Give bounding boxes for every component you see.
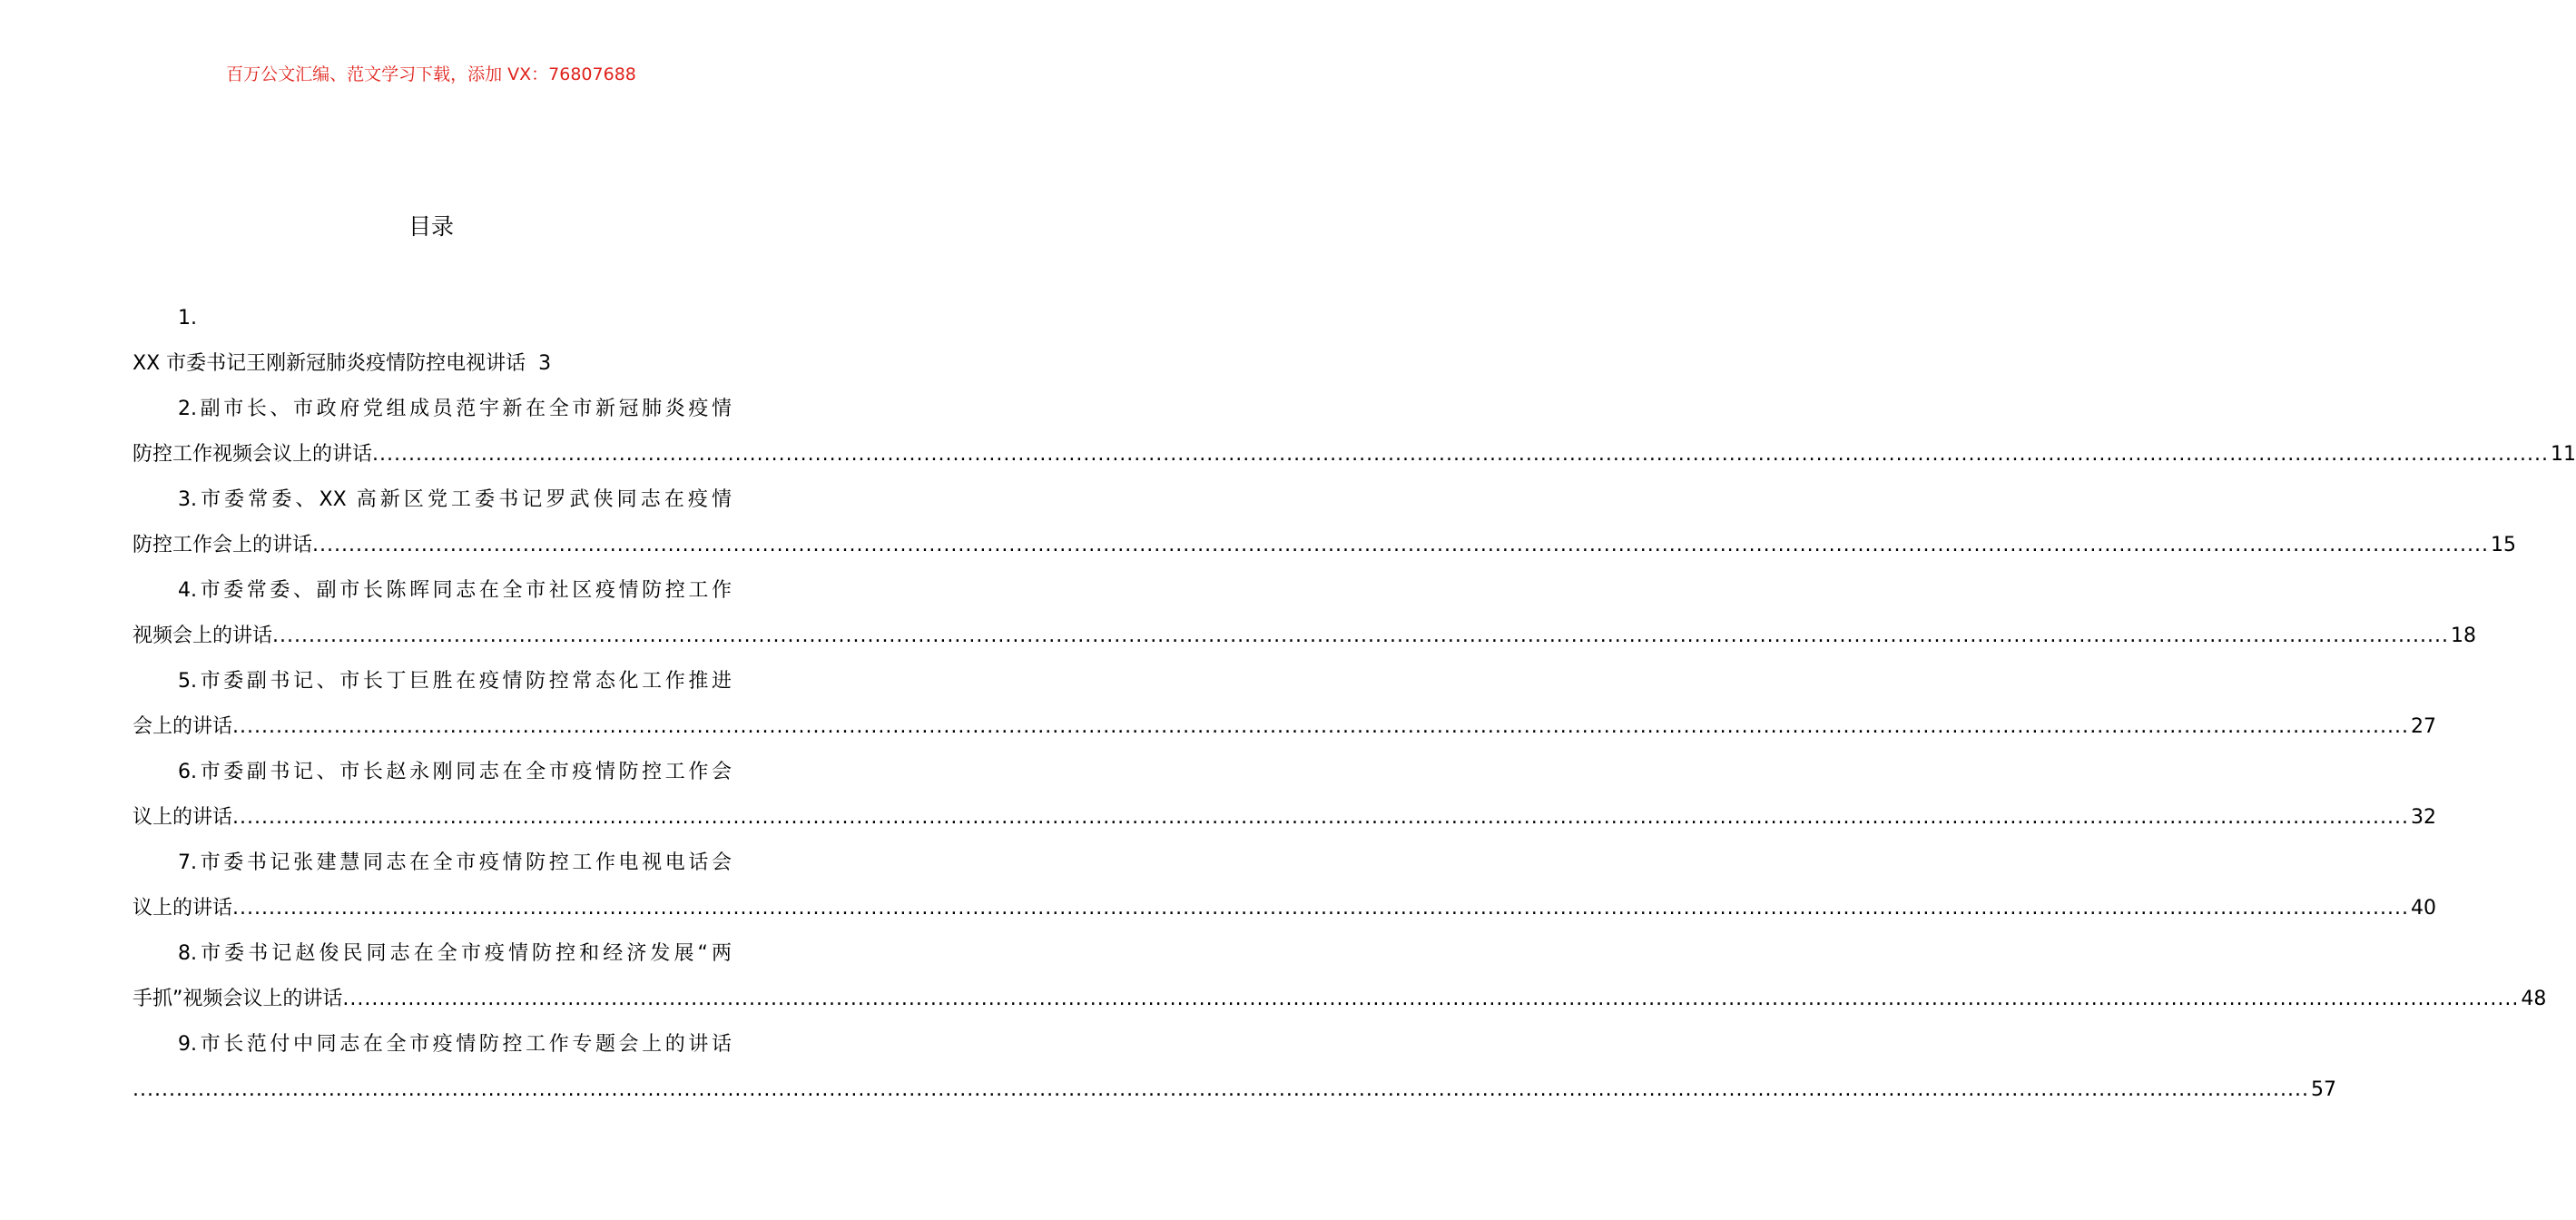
toc-entry-line [133,977,2547,1022]
toc-page-number: 3 [538,352,552,375]
toc-page-number: 48 [2521,988,2547,1010]
toc-entry-text: 4.市委常委、副市长陈晖同志在全市社区疫情防控工作 [178,579,732,602]
toc-entry-line [133,432,2576,477]
toc-entry-text: 议上的讲话 [133,806,233,829]
toc-page-number: 57 [2310,1078,2336,1101]
toc-entry-text: 7.市委书记张建慧同志在全市疫情防控工作电视电话会 [178,851,732,874]
toc-entry-line [133,341,732,387]
toc-page-number: 18 [2450,625,2476,647]
toc-entry-9[interactable] [133,1022,2336,1113]
toc-entry-8[interactable] [133,931,2547,1022]
toc-entry-text: 防控工作视频会议上的讲话 [133,443,373,466]
toc-entry-line [133,795,2436,841]
dot-leader: ............................................................................................................................................................................................................................................................................................................ [133,1078,2309,1101]
toc-entry-text: 手抓”视频会议上的讲话 [133,988,343,1010]
dot-leader: ............................................................................................................................................................................................................................................................................................................ [342,988,2520,1010]
toc-entry-text: 8.市委书记赵俊民同志在全市疫情防控和经济发展“两 [178,942,732,965]
toc-entry-text: 2.副市长、市政府党组成员范宇新在全市新冠肺炎疫情 [178,398,732,420]
toc-entry-line [133,704,2436,750]
toc-entry-text: 5.市委副书记、市长丁巨胜在疫情防控常态化工作推进 [178,670,732,693]
toc-entry-text: 9.市长范付中同志在全市疫情防控工作专题会上的讲话 [178,1033,732,1056]
header-banner: 百万公文汇编、范文学习下载，添加 VX：76807688 [226,64,636,84]
toc-entry-text: 3.市委常委、XX 高新区党工委书记罗武侠同志在疫情 [178,488,732,511]
toc-entry-5[interactable] [133,659,2436,750]
toc-page-number: 15 [2490,534,2516,556]
toc-entry-6[interactable] [133,750,2436,841]
dot-leader: ............................................................................................................................................................................................................................................................................................................ [272,625,2449,647]
toc-entry-4[interactable] [133,568,2476,659]
toc-entry-line [133,886,2436,931]
toc-entry-text: 会上的讲话 [133,715,233,738]
toc-entry-2[interactable] [133,387,2576,477]
toc-entry-text: XX 市委书记王刚新冠肺炎疫情防控电视讲话 [133,352,526,375]
dot-leader: ............................................................................................................................................................................................................................................................................................................ [312,534,2489,556]
toc-entry-text: 视频会上的讲话 [133,625,273,647]
toc-entry-line [133,1068,2336,1113]
toc-entry-text: 防控工作会上的讲话 [133,534,313,556]
table-of-contents [133,296,2576,1113]
toc-page-number: 40 [2410,897,2436,920]
dot-leader: ............................................................................................................................................................................................................................................................................................................ [232,806,2409,829]
toc-entry-line [133,614,2476,659]
toc-entry-text: 6.市委副书记、市长赵永刚同志在全市疫情防控工作会 [178,761,732,783]
toc-page-number: 27 [2410,715,2436,738]
toc-entry-line [133,523,2516,568]
toc-page-number: 32 [2410,806,2436,829]
dot-leader: ............................................................................................................................................................................................................................................................................................................ [372,443,2549,466]
toc-page-number: 11 [2550,443,2576,466]
toc-title: 目录 [408,213,454,240]
toc-entry-text: 议上的讲话 [133,897,233,920]
toc-entry-7[interactable] [133,841,2436,931]
toc-entry-text: 1. [178,307,197,330]
toc-entry-3[interactable] [133,477,2516,568]
dot-leader: ............................................................................................................................................................................................................................................................................................................ [232,715,2409,738]
dot-leader: ............................................................................................................................................................................................................................................................................................................ [232,897,2409,920]
toc-entry-1[interactable] [133,296,732,387]
